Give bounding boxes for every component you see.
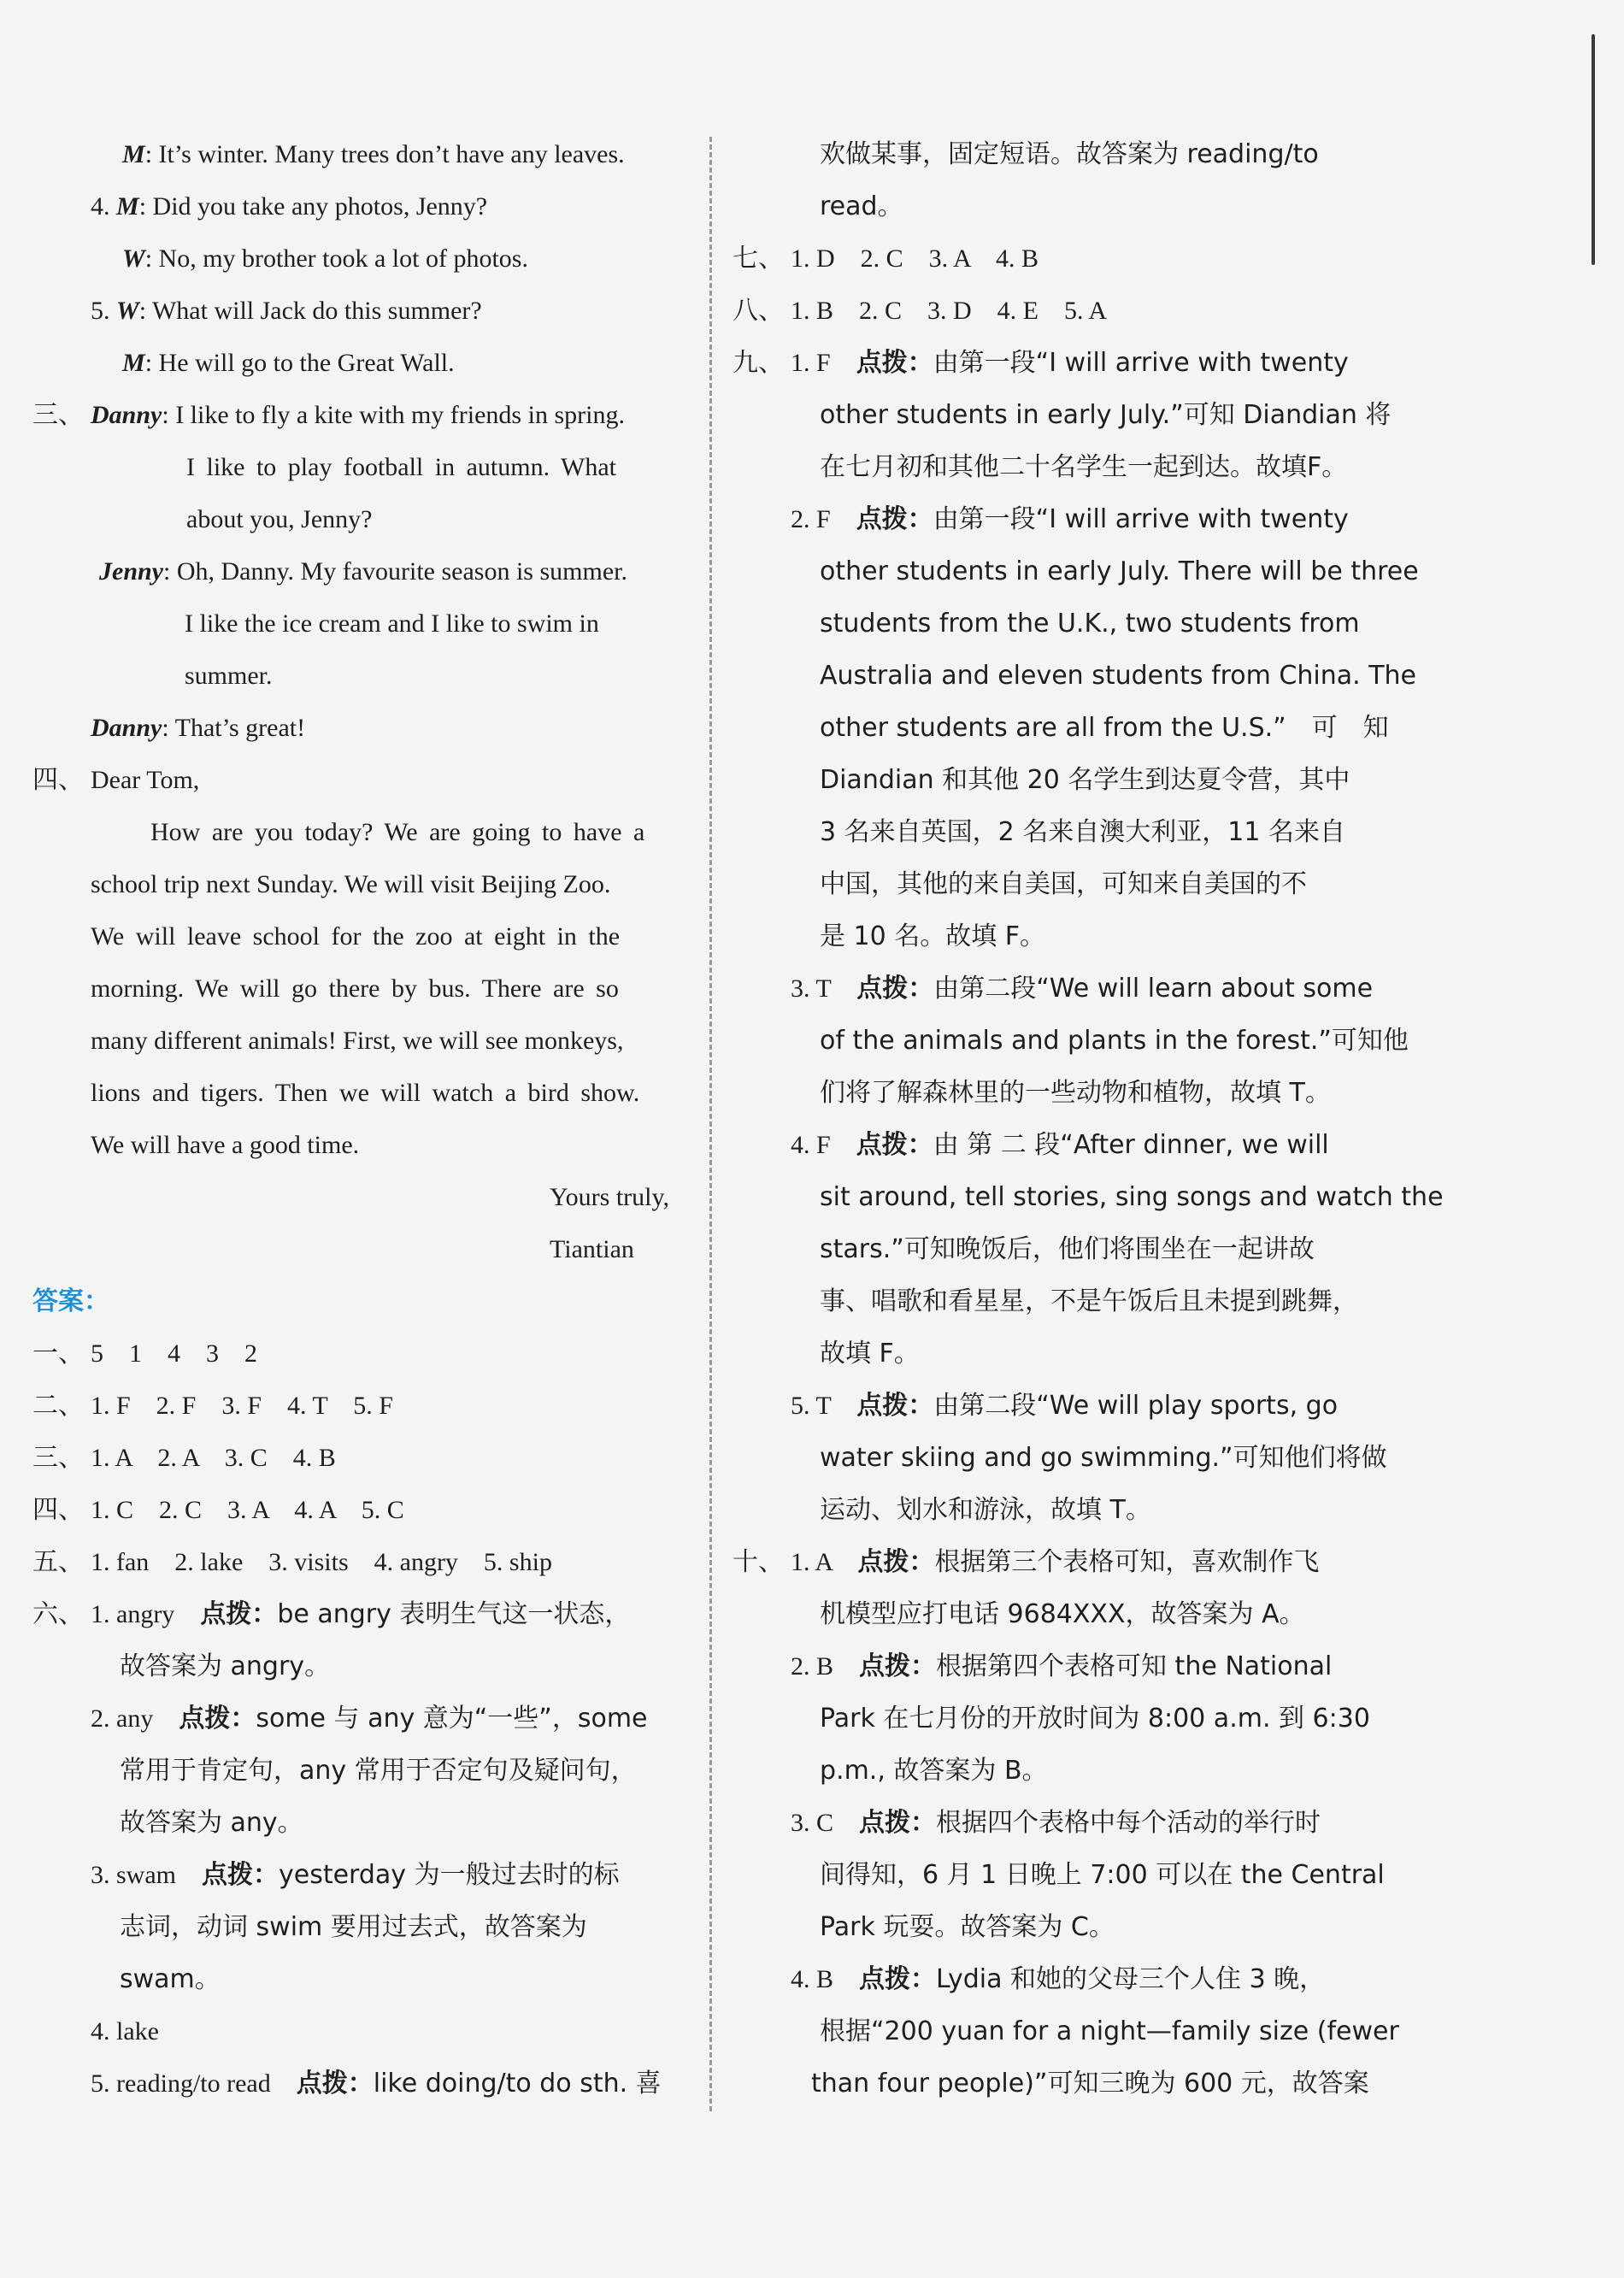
answer-row: 九、 1. F 点拨：由第一段“I will arrive with twenty xyxy=(733,348,1349,378)
answer-row: 3. C 点拨：根据四个表格中每个活动的举行时 xyxy=(791,1808,1321,1838)
answer-explanation: 欢做某事，固定短语。故答案为 reading/to xyxy=(820,139,1319,169)
section-3-line: about you, Jenny? xyxy=(186,505,373,533)
right-column xyxy=(733,128,1444,2110)
dialogue-line: M: It’s winter. Many trees don’t have any leaves. xyxy=(122,140,625,168)
answer-row: 2. F 点拨：由第一段“I will arrive with twenty xyxy=(791,504,1349,534)
answer-explanation: 志词，动词 swim 要用过去式，故答案为 xyxy=(120,1912,587,1942)
answer-row: 五、 1. fan 2. lake 3. visits 4. angry 5. ship xyxy=(32,1547,552,1577)
answer-row: 一、 5 1 4 3 2 xyxy=(32,1339,257,1369)
answer-explanation: other students are all from the U.S.” 可 知 xyxy=(820,713,1389,743)
answer-row: 二、 1. F 2. F 3. F 4. T 5. F xyxy=(32,1391,393,1421)
answer-row: 四、 1. C 2. C 3. A 4. A 5. C xyxy=(32,1495,404,1525)
answer-explanation: swam。 xyxy=(120,1964,221,1994)
answer-row: 2. B 点拨：根据第四个表格可知 the National xyxy=(791,1651,1333,1681)
answer-explanation: 故填 F。 xyxy=(820,1339,920,1369)
answer-row: 三、 1. A 2. A 3. C 4. B xyxy=(32,1443,336,1473)
answer-explanation: 故答案为 any。 xyxy=(120,1808,303,1838)
answer-explanation: of the animals and plants in the forest.”可知他 xyxy=(820,1026,1409,1056)
answer-explanation: other students in early July. There will be three xyxy=(820,556,1419,586)
answer-explanation: Park 玩耍。故答案为 C。 xyxy=(820,1912,1115,1942)
left-column xyxy=(32,128,691,2110)
answer-explanation: 3 名来自英国，2 名来自澳大利亚，11 名来自 xyxy=(820,817,1345,847)
letter-line: lions and tigers. Then we will watch a bird show. xyxy=(91,1079,640,1107)
answer-explanation: 中国，其他的来自美国，可知来自美国的不 xyxy=(820,869,1307,899)
page-edge-mark xyxy=(1592,34,1595,265)
answer-row: 六、 1. angry 点拨：be angry 表明生气这一状态， xyxy=(32,1599,631,1629)
answer-row: 5. reading/to read 点拨：like doing/to do sth. 喜 xyxy=(91,2069,662,2098)
section-3-line: Jenny: Oh, Danny. My favourite season is summer. xyxy=(99,557,627,586)
letter-line: We will leave school for the zoo at eight in the xyxy=(91,922,621,951)
dialogue-line: W: No, my brother took a lot of photos. xyxy=(122,244,528,273)
answer-explanation: 在七月初和其他二十名学生一起到达。故填F。 xyxy=(820,452,1348,482)
answer-row: 3. swam 点拨：yesterday 为一般过去时的标 xyxy=(91,1860,620,1890)
answer-explanation: Park 在七月份的开放时间为 8:00 a.m. 到 6:30 xyxy=(820,1704,1370,1734)
answer-explanation: other students in early July.”可知 Diandian 将 xyxy=(820,400,1392,430)
dialogue-line: 5. W: What will Jack do this summer? xyxy=(91,297,482,325)
answer-explanation: students from the U.K., two students from xyxy=(820,609,1360,639)
answer-row: 4. B 点拨：Lydia 和她的父母三个人住 3 晚， xyxy=(791,1964,1326,1994)
answer-explanation: 运动、划水和游泳，故填 T。 xyxy=(820,1495,1151,1525)
answer-explanation: 们将了解森林里的一些动物和植物，故填 T。 xyxy=(820,1078,1331,1108)
letter-line: many different animals! First, we will see monkeys, xyxy=(91,1027,624,1055)
answer-explanation: 事、唱歌和看星星，不是午饭后且未提到跳舞， xyxy=(820,1286,1358,1316)
answer-explanation: Diandian 和其他 20 名学生到达夏令营，其中 xyxy=(820,765,1350,795)
letter-line: How are you today? We are going to have a xyxy=(150,818,645,846)
letter-line: We will have a good time. xyxy=(91,1131,360,1159)
answer-explanation: 是 10 名。故填 F。 xyxy=(820,921,1046,951)
answers-heading: 答案： xyxy=(32,1286,109,1316)
answer-explanation: read。 xyxy=(820,191,903,221)
answer-explanation: than four people)”可知三晚为 600 元，故答案 xyxy=(811,2069,1369,2098)
answer-explanation: water skiing and go swimming.”可知他们将做 xyxy=(820,1443,1387,1473)
answer-explanation: stars.”可知晚饭后，他们将围坐在一起讲故 xyxy=(820,1234,1315,1264)
section-3-line: I like to play football in autumn. What xyxy=(186,453,617,481)
dialogue-line: 4. M: Did you take any photos, Jenny? xyxy=(91,192,488,221)
answer-row: 4. F 点拨：由 第 二 段“After dinner, we will xyxy=(791,1130,1329,1160)
answer-explanation: 故答案为 angry。 xyxy=(120,1651,331,1681)
answer-row: 八、 1. B 2. C 3. D 4. E 5. A xyxy=(733,296,1108,326)
letter-line: school trip next Sunday. We will visit Beijing Zoo. xyxy=(91,870,611,898)
section-3-line: Danny: That’s great! xyxy=(91,714,306,742)
letter-signature: Tiantian xyxy=(550,1235,634,1263)
answer-explanation: 常用于肯定句，any 常用于否定句及疑问句， xyxy=(120,1756,637,1786)
column-divider xyxy=(709,137,712,2111)
letter-line: 四、 Dear Tom, xyxy=(32,765,200,795)
letter-line: morning. We will go there by bus. There are so xyxy=(91,974,619,1003)
section-3-line: I like the ice cream and I like to swim in xyxy=(185,609,599,638)
answer-row: 3. T 点拨：由第二段“We will learn about some xyxy=(791,974,1374,1004)
section-3-line: 三、 Danny: I like to fly a kite with my friends in spring. xyxy=(32,400,625,430)
answer-row: 4. lake xyxy=(91,2017,159,2045)
letter-closing: Yours truly, xyxy=(550,1183,670,1211)
answer-explanation: p.m., 故答案为 B。 xyxy=(820,1756,1048,1786)
answer-row: 十、 1. A 点拨：根据第三个表格可知，喜欢制作飞 xyxy=(733,1547,1320,1577)
section-3-line: summer. xyxy=(185,662,273,690)
answer-explanation: sit around, tell stories, sing songs and watch the xyxy=(820,1182,1444,1212)
answer-explanation: 机模型应打电话 9684XXX，故答案为 A。 xyxy=(820,1599,1305,1629)
dialogue-line: M: He will go to the Great Wall. xyxy=(122,349,455,377)
answer-row: 2. any 点拨：some 与 any 意为“一些”，some xyxy=(91,1704,648,1734)
answer-explanation: 根据“200 yuan for a night—family size (fewer xyxy=(820,2016,1399,2046)
answer-row: 5. T 点拨：由第二段“We will play sports, go xyxy=(791,1391,1339,1421)
answer-row: 七、 1. D 2. C 3. A 4. B xyxy=(733,244,1039,274)
answer-explanation: 间得知，6 月 1 日晚上 7:00 可以在 the Central xyxy=(820,1860,1385,1890)
answer-explanation: Australia and eleven students from China. The xyxy=(820,661,1416,691)
